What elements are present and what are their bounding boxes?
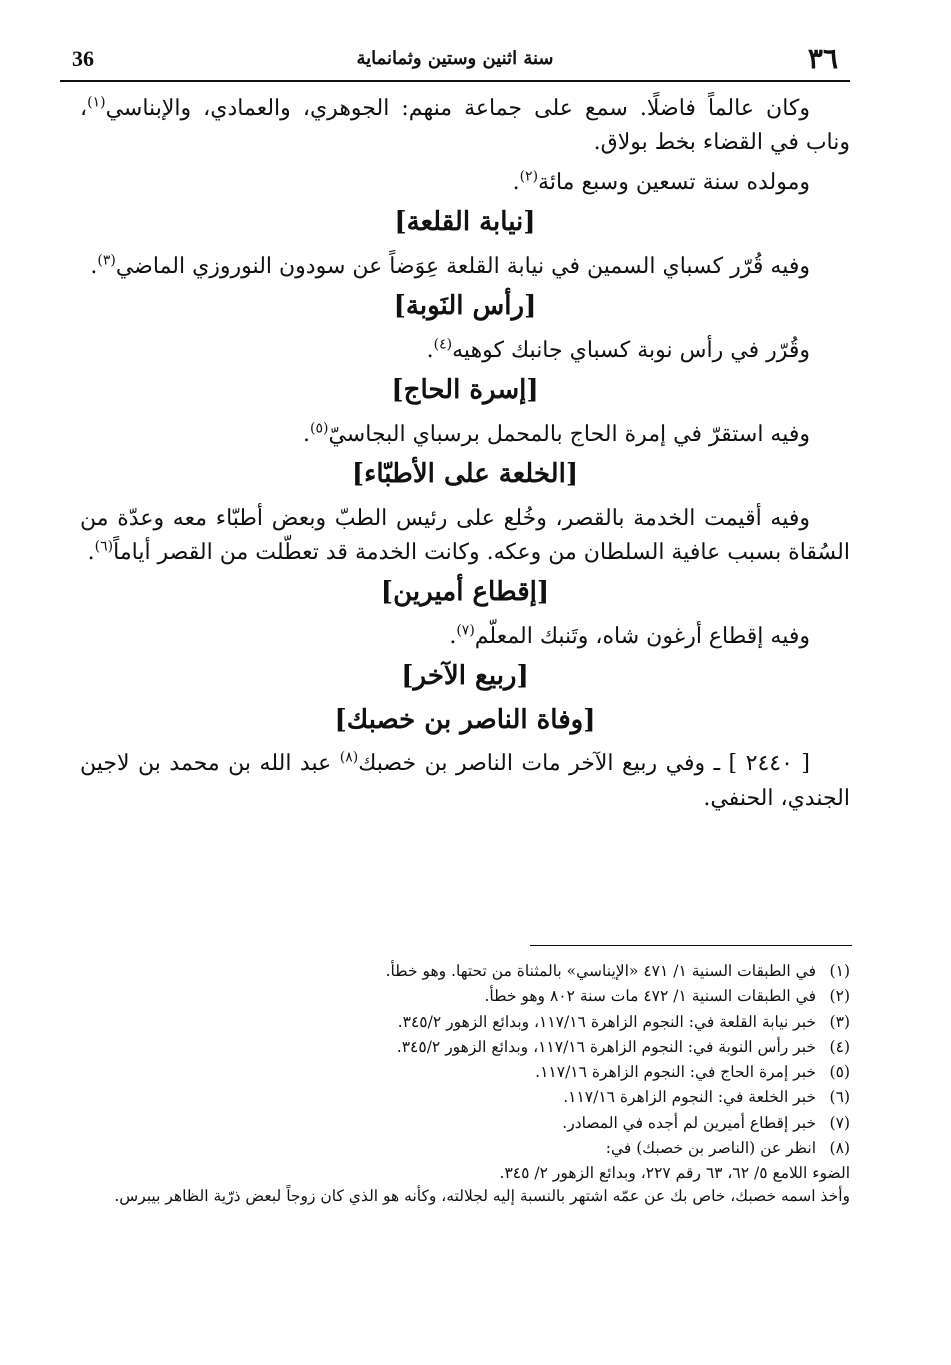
footnote [80, 1112, 850, 1135]
footnote-number: (٨) [829, 1138, 850, 1157]
footnote [80, 1011, 850, 1034]
footnote-text: خبر إمرة الحاج في: النجوم الزاهرة ١١٧/١٦. [535, 1063, 816, 1081]
paragraph: وقُرّر في رأس نوبة كسباي جانبك كوهيه$^{(٤)}$. [426, 336, 810, 363]
section-heading: [رأس النَوبة] [393, 291, 537, 322]
section-heading: [إقطاع أميرين] [380, 576, 550, 607]
footnote-number: (٢) [829, 987, 850, 1006]
section-heading: [نيابة القلعة] [394, 207, 536, 238]
footnote [80, 960, 850, 983]
footnote [80, 1036, 850, 1059]
section-heading: [الخلعة على الأطبّاء] [351, 458, 579, 489]
footnote-ref: (٢) [519, 168, 539, 185]
main-text [80, 92, 850, 822]
paragraph: وفيه استقرّ في إمرة الحاج بالمحمل برسباي البجاسيّ$^{(٥)}$. [303, 420, 810, 447]
footnote-number: (٦) [829, 1088, 850, 1107]
footnote-number: (٤) [829, 1037, 850, 1056]
footnote-number: (١) [829, 962, 850, 980]
footnote-ref: (٣) [97, 252, 116, 269]
footnote-divider [530, 945, 852, 946]
paragraph: وفيه أقيمت الخدمة بالقصر، وخُلع على رئيس الطبّ وبعض أطبّاء معه وعدّة من السُقاة بسبب عافية السلطان من وعكه. وكانت الخدمة قد تعطّلت من القصر أياماً$^{(٦)}$. [80, 505, 850, 565]
footnotes [80, 960, 850, 1209]
footnote [80, 1061, 850, 1084]
page-header [60, 40, 850, 82]
footnote [80, 1086, 850, 1109]
footnote-ref: (١) [87, 94, 106, 111]
footnote-number: (٣) [829, 1012, 850, 1031]
footnote-ref: (٨) [339, 750, 359, 767]
section-heading: [وفاة الناصر بن خصبك] [334, 704, 596, 735]
footnote-number: (٧) [829, 1113, 850, 1132]
footnote-number: (٥) [829, 1063, 850, 1081]
footnote-ref: (٧) [456, 622, 475, 639]
paragraph: وكان عالماً فاضلًا. سمع على جماعة منهم: الجوهري، والعمادي، والإبناسي$^{(١)}$، وناب في القضاء بخط بولاق. [80, 94, 850, 156]
footnote-text: في الطبقات السنية ١/ ٤٧١ «الإيناسي» بالمثناة من تحتها. وهو خطأ. [385, 962, 816, 980]
section-heading: [إسرة الحاج] [391, 375, 539, 406]
paragraph: وفيه إقطاع أرغون شاه، وتَنبك المعلّم$^{(٧)}$. [449, 622, 810, 649]
footnote [80, 985, 850, 1008]
footnote-text: خبر إقطاع أميرين لم أجده في المصادر. [562, 1113, 816, 1132]
footnote-text: في الطبقات السنية ١/ ٤٧٢ مات سنة ٨٠٢ وهو خطأ. [484, 987, 816, 1006]
section-heading: [ربيع الآخر] [401, 660, 529, 691]
page-number-latin: 36 [72, 46, 94, 71]
running-title: سنة اثنين وستين وثمانماية [356, 48, 554, 69]
footnote-ref: (٤) [433, 336, 453, 353]
paragraph: وفيه قُرّر كسباي السمين في نيابة القلعة عِوَضاً عن سودون النوروزي الماضي$^{(٣)}$. [90, 252, 810, 280]
paragraph: ومولده سنة تسعين وسبع مائة$^{(٢)}$. [512, 168, 810, 196]
paragraph: [ ٢٤٤٠ ] ـ وفي ربيع الآخر مات الناصر بن خصبك$^{(٨)}$ عبد الله بن محمد بن لاجين الجندي، الحنفي. [80, 750, 850, 811]
footnote-ref: (٥) [310, 420, 329, 437]
footnote-text: خبر نيابة القلعة في: النجوم الزاهرة ١١٧/١٦، وبدائع الزهور ٣٤٥/٢. [397, 1012, 816, 1031]
footnote-text: انظر عن (الناصر بن خصبك) في: [605, 1138, 816, 1157]
page-number-arabic: ٣٦ [807, 42, 838, 75]
footnote-continuation: وأخذ اسمه خصبك، خاص بك عن عمّه اشتهر بالنسبة إليه لجلالته، وكأنه هو الذي كان زوجاً لبعض ذرّية الظاهر بيبرس. [114, 1187, 850, 1206]
footnote [80, 1137, 850, 1160]
footnote-text: خبر رأس النوبة في: النجوم الزاهرة ١١٧/١٦، وبدائع الزهور ٣٤٥/٢. [396, 1037, 816, 1056]
footnote-continuation: الضوء اللامع ٥/ ٦٢، ٦٣ رقم ٢٢٧، وبدائع الزهور ٢/ ٣٤٥. [499, 1164, 850, 1182]
footnote-text: خبر الخلعة في: النجوم الزاهرة ١١٧/١٦. [563, 1088, 816, 1107]
footnote-ref: (٦) [94, 538, 114, 555]
